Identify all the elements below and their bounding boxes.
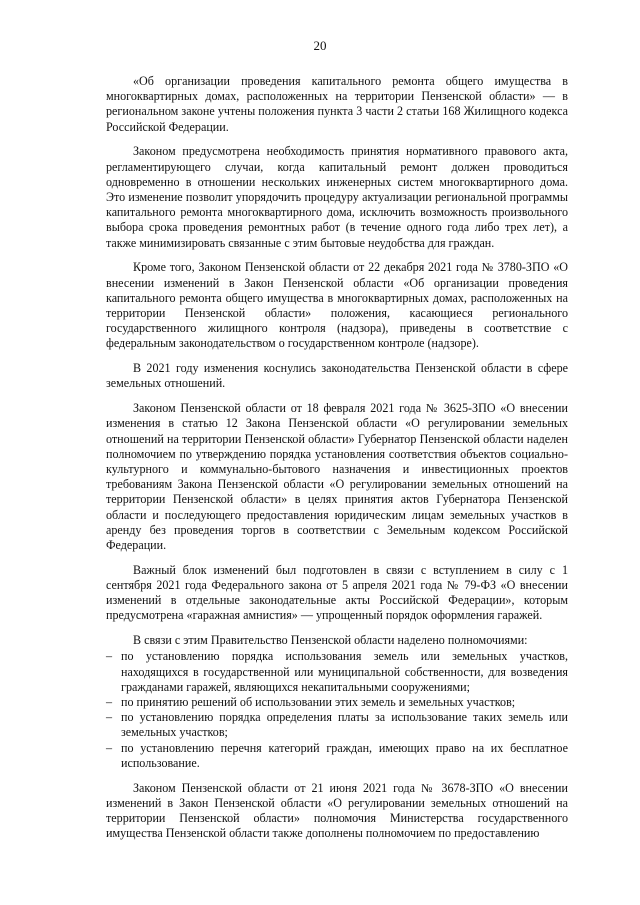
list-item-text: по установлению порядка определения платы за использование таких земель или земельных участков; [121, 710, 568, 740]
list-item [106, 741, 568, 771]
list-item-text: по установлению порядка использования земель или земельных участков, находящихся в государственной или муниципальной собственности, для возведения гражданами гаражей, являющихся некапитальными сооружениями; [121, 649, 568, 694]
powers-list [106, 649, 568, 771]
paragraph-law-3780: Кроме того, Законом Пензенской области от 22 декабря 2021 года № 3780-ЗПО «О внесении изменений в Закон Пензенской области «Об организации проведения капитального ремонта общего имущества в многоквартирных домах, расположенных на территории Пензенской области» положения, касающиеся регионального государственного жилищного контроля (надзора), приведены в соответствие с федеральным законодательством о государственном контроле (надзоре). [106, 260, 568, 351]
list-item [106, 710, 568, 740]
dash-bullet: – [106, 740, 113, 755]
paragraph-government-powers: В связи с этим Правительство Пензенской области наделено полномочиями: [133, 633, 528, 648]
document-body [106, 74, 568, 851]
paragraph-capital-repair-law: «Об организации проведения капитального ремонта общего имущества в многоквартирных домах, расположенных на территории Пензенской области» — в региональном законе учтены положения пункта 3 части 2 статьи 168 Жилищного кодекса Российской Федерации. [106, 74, 568, 134]
paragraph-garage-amnesty: Важный блок изменений был подготовлен в связи с вступлением в силу с 1 сентября 2021 года Федерального закона от 5 апреля 2021 года № 79-ФЗ «О внесении изменений в отдельные законодательные акты Российской Федерации», которым предусмотрена «гаражная амнистия» — упрощенный порядок оформления гаражей. [106, 562, 568, 623]
paragraph-law-3625: Законом Пензенской области от 18 февраля 2021 года № 3625-ЗПО «О внесении изменения в статью 12 Закона Пензенской области «О регулировании земельных отношений на территории Пензенской области» Губернатор Пензенской области наделен полномочием по утверждению порядка установления соответствия объектов социально-культурного и коммунально-бытового назначения и инвестиционных проектов требованиям Закона Пензенской области «О регулировании земельных отношений на территории Пензенской области» в целях принятия актов Губернатора Пензенской области и последующего предоставления юридическим лицам земельных участков в аренду без проведения торгов в соответствии с Земельным кодексом Российской Федерации. [106, 401, 568, 553]
dash-bullet: – [106, 710, 113, 725]
list-item-text: по принятию решений об использовании этих земель и земельных участков; [121, 695, 516, 710]
paragraph-law-3678: Законом Пензенской области от 21 июня 2021 года № 3678-ЗПО «О внесении изменений в Закон Пензенской области «О регулировании земельных отношений на территории Пензенской области» полномочия Министерства государственного имущества Пензенской области также дополнены полномочием по предоставлению [106, 780, 568, 841]
paragraph-land-relations: В 2021 году изменения коснулись законодательства Пензенской области в сфере земельных отношений. [106, 361, 568, 391]
list-item-text: по установлению перечня категорий граждан, имеющих право на их бесплатное использование. [121, 740, 568, 770]
list-item [106, 649, 568, 695]
dash-bullet: – [106, 695, 113, 710]
list-item [106, 695, 568, 710]
paragraph-normative-act: Законом предусмотрена необходимость принятия нормативного правового акта, регламентирующего случаи, когда капитальный ремонт должен проводиться одновременно в отношении нескольких инженерных систем многоквартирного дома. Это изменение позволит упорядочить процедуру актуализации региональной программы капитального ремонта многоквартирного дома, исключить возможность произвольного выбора срока проведения ремонтных работ (в течение одного года либо трех лет), а также минимизировать связанные с этим бытовые неудобства для граждан. [106, 144, 568, 250]
page-number: 20 [313, 38, 327, 53]
dash-bullet: – [106, 649, 113, 664]
